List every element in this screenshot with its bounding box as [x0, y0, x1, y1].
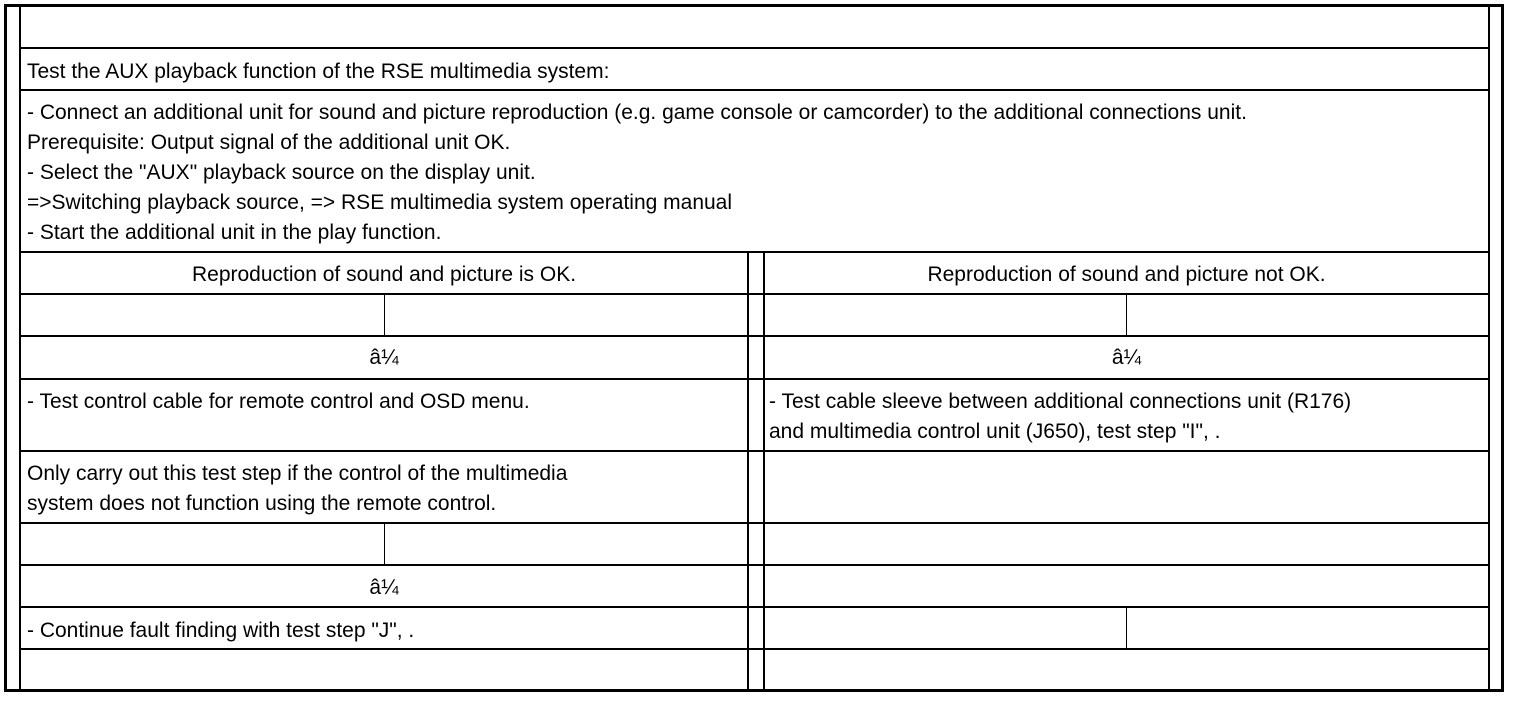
instruction-line: - Select the "AUX" playback source on the display unit. [27, 161, 536, 184]
instruction-line: - Connect an additional unit for sound and picture reproduction (e.g. game console or camcorder) to the additional connections unit. [27, 101, 1247, 124]
row-divider [19, 564, 1490, 566]
left-note-line: system does not function using the remote control. [27, 492, 497, 515]
right-action-line: and multimedia control unit (J650), test step "I", . [769, 420, 1221, 443]
right-arrow-1: â¼ [1111, 346, 1142, 369]
sub-divider [1126, 606, 1127, 648]
left-arrow-2: â¼ [369, 576, 399, 599]
row-divider [19, 522, 1490, 524]
row-divider [19, 47, 1490, 49]
left-note-line: Only carry out this test step if the control of the multimedia [27, 462, 568, 485]
test-title: Test the AUX playback function of the RSE multimedia system: [27, 60, 610, 83]
left-action-2: - Continue fault finding with test step "J", . [27, 619, 415, 642]
sub-divider [384, 293, 385, 335]
row-divider [19, 450, 1490, 452]
row-divider [19, 648, 1490, 650]
right-branch-heading: Reproduction of sound and picture not OK. [927, 263, 1326, 286]
left-arrow-1: â¼ [369, 346, 399, 369]
instruction-line: - Start the additional unit in the play function. [27, 221, 442, 244]
left-branch-heading: Reproduction of sound and picture is OK. [191, 263, 577, 286]
right-action-line: - Test cable sleeve between additional connections unit (R176) [769, 390, 1352, 413]
left-action-1: - Test control cable for remote control and OSD menu. [27, 390, 530, 413]
sub-divider [384, 522, 385, 564]
row-divider [19, 378, 1490, 380]
row-divider [19, 251, 1490, 253]
row-divider [19, 293, 1490, 295]
row-divider [19, 335, 1490, 337]
sub-divider [1126, 293, 1127, 335]
column-divider-left [747, 251, 749, 689]
instruction-line: =>Switching playback source, => RSE multimedia system operating manual [27, 191, 733, 214]
flowchart-table [4, 4, 1504, 692]
column-divider-right [763, 251, 765, 689]
row-divider [19, 89, 1490, 91]
right-margin-line [1488, 7, 1490, 689]
row-divider [19, 606, 1490, 608]
instruction-line: Prerequisite: Output signal of the additional unit OK. [27, 131, 511, 154]
